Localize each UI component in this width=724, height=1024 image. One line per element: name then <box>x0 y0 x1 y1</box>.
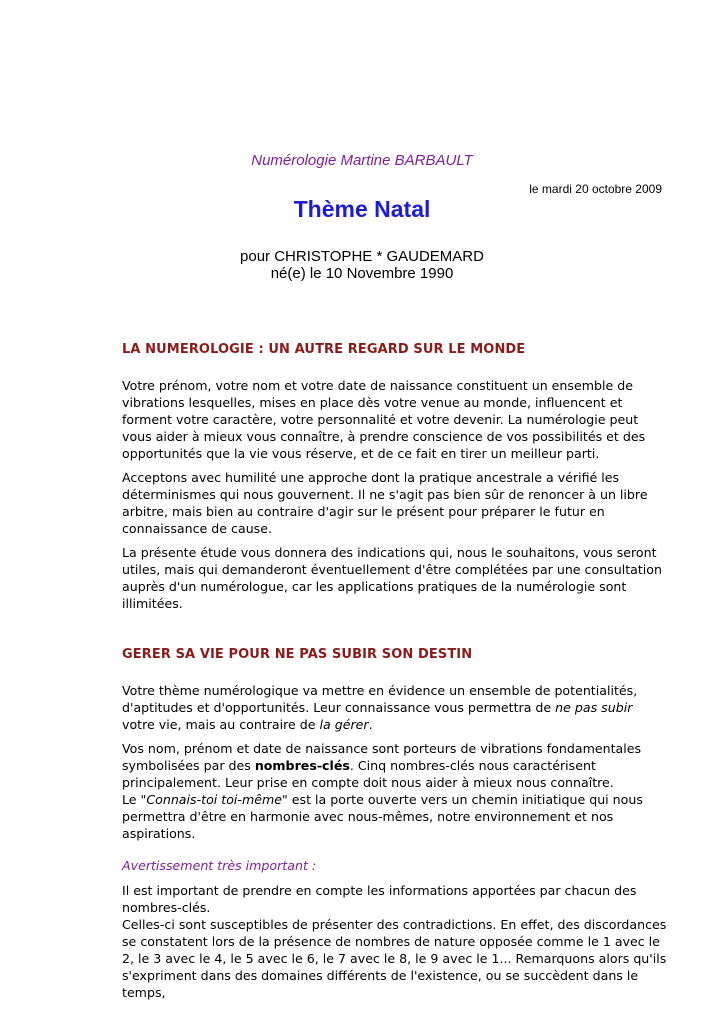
text-span: " est la porte ouverte vers un chemin initiatique qui nous permettra d'être en harmonie avec nous-mêmes, notre environnement et nos aspirations. <box>122 792 643 841</box>
document-body <box>122 340 667 1008</box>
section2-paragraph-1 <box>122 682 667 733</box>
text-span: . <box>368 717 373 732</box>
emphasis-text: ne pas subir <box>555 700 633 715</box>
warning-heading: Avertissement très important : <box>122 858 317 873</box>
section1-heading: LA NUMEROLOGIE : UN AUTRE REGARD SUR LE MONDE <box>122 342 526 357</box>
section2-paragraph-2 <box>122 740 667 842</box>
brand-line: Numérologie Martine BARBAULT <box>251 152 473 169</box>
section2-paragraph-3 <box>122 882 667 1001</box>
date-line: le mardi 20 octobre 2009 <box>529 182 662 196</box>
page-title: Thème Natal <box>293 196 431 222</box>
text-span: Celles-ci sont susceptibles de présenter des contradictions. En effet, des discordances se constatent lors de la présence de nombres de nature opposée comme le 1 avec le 2, le 3 avec le 4, le 5 avec le 6, le 7 avec le 8, le 9 avec le 1... Remarquons alors qu'ils s'expriment dans des domaines différents de l'existence, ou se succèdent dans le temps, <box>122 917 667 1000</box>
section-gap <box>122 619 667 645</box>
text-span: Le " <box>122 792 147 807</box>
section1-paragraph-3: La présente étude vous donnera des indications qui, nous le souhaitons, vous seront utiles, mais qui demanderont éventuellement d'être complétées par une consultation auprès d'un numérologue, car les applications pratiques de la numérologie sont illimitées. <box>122 545 662 611</box>
section1-paragraph-1: Votre prénom, votre nom et votre date de naissance constituent un ensemble de vibrations lesquelles, mises en place dès votre venue au monde, influencent et forment votre caractère, votre personnalité et votre devenir. La numérologie peut vous aider à mieux vous connaître, à prendre conscience de vos possibilités et des opportunités que la vie vous réserve, et de ce fait en tirer un meilleur parti. <box>122 378 646 461</box>
text-span: Il est important de prendre en compte les informations apportées par chacun des nombres-clés. <box>122 883 637 915</box>
text-span: Vos nom, prénom et date de naissance sont porteurs de vibrations fondamentales symbolisées par des <box>122 741 642 773</box>
for-line: pour CHRISTOPHE * GAUDEMARD <box>240 248 484 265</box>
section2-heading: GERER SA VIE POUR NE PAS SUBIR SON DESTIN <box>122 647 473 662</box>
section1-paragraph-2: Acceptons avec humilité une approche dont la pratique ancestrale a vérifié les déterminismes qui nous gouvernent. Il ne s'agit pas bien sûr de renoncer à un libre arbitre, mais bien au contraire d'agir sur le présent pour préparer le futur en connaissance de cause. <box>122 470 648 536</box>
emphasis-text: la gérer <box>319 717 369 732</box>
text-span: Votre thème numérologique va mettre en évidence un ensemble de potentialités, d'aptitudes et d'opportunités. Leur connaissance vous permettra de <box>122 683 638 715</box>
bold-text: nombres-clés <box>254 758 350 773</box>
emphasis-text: Connais-toi toi-même <box>146 792 282 807</box>
text-span: . Cinq nombres-clés nous caractérisent principalement. Leur prise en compte doit nous aider à mieux nous connaître. <box>122 758 614 790</box>
born-line: né(e) le 10 Novembre 1990 <box>270 265 454 282</box>
text-span: votre vie, mais au contraire de <box>122 717 320 732</box>
